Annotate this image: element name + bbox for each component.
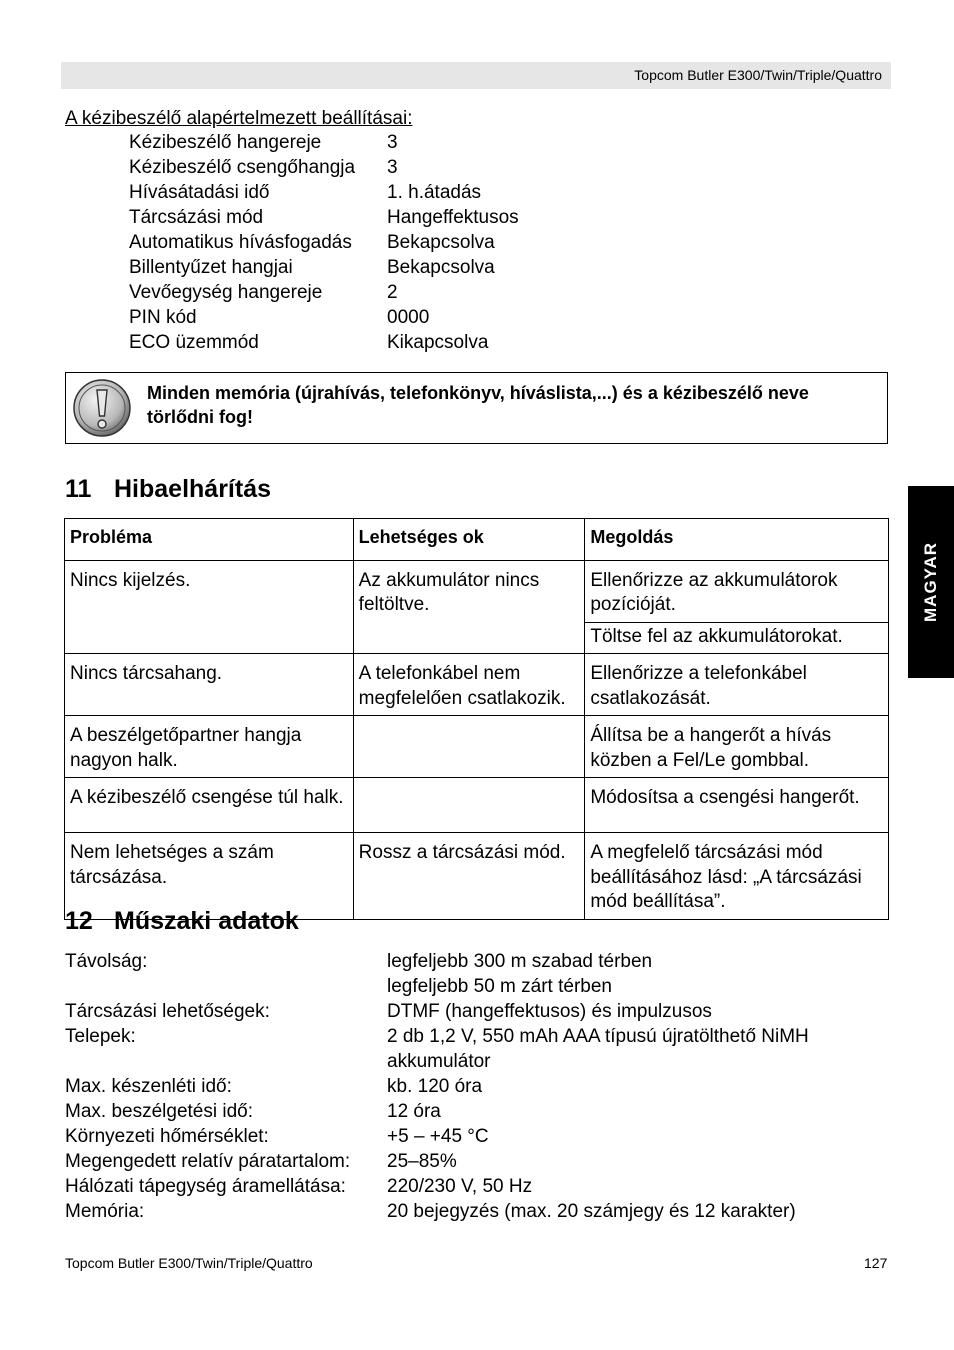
setting-value: Hangeffektusos	[387, 207, 519, 228]
list-item	[129, 281, 519, 306]
column-header: Megoldás	[585, 519, 889, 561]
note-text: Minden memória (újrahívás, telefonkönyv, híváslista,...) és a kézibeszélő neve törlődni fog!	[147, 383, 809, 427]
spec-value: 2 db 1,2 V, 550 mAh AAA típusú újratölthető NiMH akkumulátor	[387, 1026, 809, 1072]
list-item	[65, 1149, 867, 1174]
list-item	[65, 1199, 867, 1224]
solution-cell: Ellenőrizze az akkumulátorok pozícióját.	[585, 560, 889, 622]
troubleshooting-table	[64, 518, 889, 920]
column-header: Probléma	[65, 519, 354, 561]
setting-name: Hívásátadási idő	[129, 182, 270, 203]
setting-value: 1. h.átadás	[387, 182, 482, 203]
spec-name: Környezeti hőmérséklet:	[65, 1126, 269, 1147]
solution-cell: Állítsa be a hangerőt a hívás közben a Fel/Le gombbal.	[585, 716, 889, 778]
solution-cell: Ellenőrizze a telefonkábel csatlakozását.	[585, 654, 889, 716]
exclamation-icon	[72, 378, 132, 438]
list-item	[129, 131, 519, 156]
spec-name: Max. beszélgetési idő:	[65, 1101, 253, 1122]
defaults-heading: A kézibeszélő alapértelmezett beállításai:	[65, 108, 413, 129]
list-item	[65, 949, 867, 974]
list-item	[65, 1124, 867, 1149]
table-row	[65, 560, 889, 622]
setting-name: Billentyűzet hangjai	[129, 257, 293, 278]
setting-value: 3	[387, 132, 398, 153]
problem-cell: A beszélgetőpartner hangja nagyon halk.	[65, 716, 354, 778]
note-box	[65, 372, 888, 444]
setting-value: 2	[387, 282, 398, 303]
setting-name: Vevőegység hangereje	[129, 282, 323, 303]
spec-value: 20 bejegyzés (max. 20 számjegy és 12 karakter)	[387, 1201, 796, 1222]
list-item	[65, 1024, 867, 1074]
language-tab-label: MAGYAR	[921, 542, 940, 622]
cause-cell: Az akkumulátor nincs feltöltve.	[353, 560, 585, 654]
section-12-title: Műszaki adatok	[114, 907, 299, 935]
list-item	[129, 256, 519, 281]
list-item	[129, 206, 519, 231]
table-row	[65, 778, 889, 833]
spec-name: Megengedett relatív páratartalom:	[65, 1151, 351, 1172]
cause-cell: Rossz a tárcsázási mód.	[353, 833, 585, 920]
defaults-list	[129, 131, 519, 356]
spec-name: Max. készenléti idő:	[65, 1076, 232, 1097]
solution-cell: Módosítsa a csengési hangerőt.	[585, 778, 889, 833]
table-row	[65, 716, 889, 778]
solution-cell: A megfelelő tárcsázási mód beállításához lásd: „A tárcsázási mód beállítása”.	[585, 833, 889, 920]
spec-name: Memória:	[65, 1201, 145, 1222]
table-row	[65, 654, 889, 716]
cause-cell	[353, 716, 585, 778]
section-11-title: Hibaelhárítás	[114, 475, 272, 503]
list-item	[65, 1074, 867, 1099]
spec-value: DTMF (hangeffektusos) és impulzusos	[387, 1001, 712, 1022]
spec-name	[65, 974, 387, 999]
list-item	[65, 974, 867, 999]
spec-name: Tárcsázási lehetőségek:	[65, 1001, 270, 1022]
solution-cell: Töltse fel az akkumulátorokat.	[585, 622, 889, 654]
problem-cell: Nincs kijelzés.	[65, 560, 354, 654]
column-header: Lehetséges ok	[353, 519, 585, 561]
setting-name: Kézibeszélő csengőhangja	[129, 157, 356, 178]
list-item	[129, 181, 519, 206]
spec-value: kb. 120 óra	[387, 1076, 483, 1097]
language-tab	[908, 486, 954, 678]
spec-value: legfeljebb 300 m szabad térben	[387, 951, 653, 972]
section-12-heading	[65, 906, 299, 936]
list-item	[65, 1099, 867, 1124]
section-12-number: 12	[65, 907, 93, 935]
problem-cell: Nem lehetséges a szám tárcsázása.	[65, 833, 354, 920]
spec-list	[65, 949, 867, 1224]
spec-name: Távolság:	[65, 951, 148, 972]
list-item	[65, 1174, 867, 1199]
header-title: Topcom Butler E300/Twin/Triple/Quattro	[634, 67, 882, 83]
setting-value: Kikapcsolva	[387, 332, 489, 353]
spec-name: Telepek:	[65, 1026, 136, 1047]
spec-value: 25–85%	[387, 1151, 457, 1172]
problem-cell: Nincs tárcsahang.	[65, 654, 354, 716]
setting-name: Tárcsázási mód	[129, 207, 264, 228]
spec-value: 220/230 V, 50 Hz	[387, 1176, 533, 1197]
cause-cell: A telefonkábel nem megfelelően csatlakozik.	[353, 654, 585, 716]
setting-name: ECO üzemmód	[129, 332, 259, 353]
page-header	[61, 62, 891, 89]
table-header-row	[65, 519, 889, 561]
setting-value: Bekapcsolva	[387, 257, 495, 278]
list-item	[129, 156, 519, 181]
page-number: 127	[864, 1255, 888, 1271]
spec-name: Hálózati tápegység áramellátása:	[65, 1176, 346, 1197]
setting-name: Kézibeszélő hangereje	[129, 132, 322, 153]
list-item	[129, 231, 519, 256]
spec-value: +5 – +45 °C	[387, 1126, 489, 1147]
footer-title: Topcom Butler E300/Twin/Triple/Quattro	[65, 1255, 313, 1271]
spec-value: legfeljebb 50 m zárt térben	[387, 976, 612, 997]
section-11-heading	[65, 474, 271, 504]
list-item	[129, 306, 519, 331]
cause-cell	[353, 778, 585, 833]
list-item	[129, 331, 519, 356]
section-11-number: 11	[65, 475, 92, 503]
spec-value: 12 óra	[387, 1101, 441, 1122]
problem-cell: A kézibeszélő csengése túl halk.	[65, 778, 354, 833]
list-item	[65, 999, 867, 1024]
setting-value: 0000	[387, 307, 430, 328]
setting-value: Bekapcsolva	[387, 232, 495, 253]
setting-name: Automatikus hívásfogadás	[129, 232, 352, 253]
setting-value: 3	[387, 157, 398, 178]
setting-name: PIN kód	[129, 307, 197, 328]
